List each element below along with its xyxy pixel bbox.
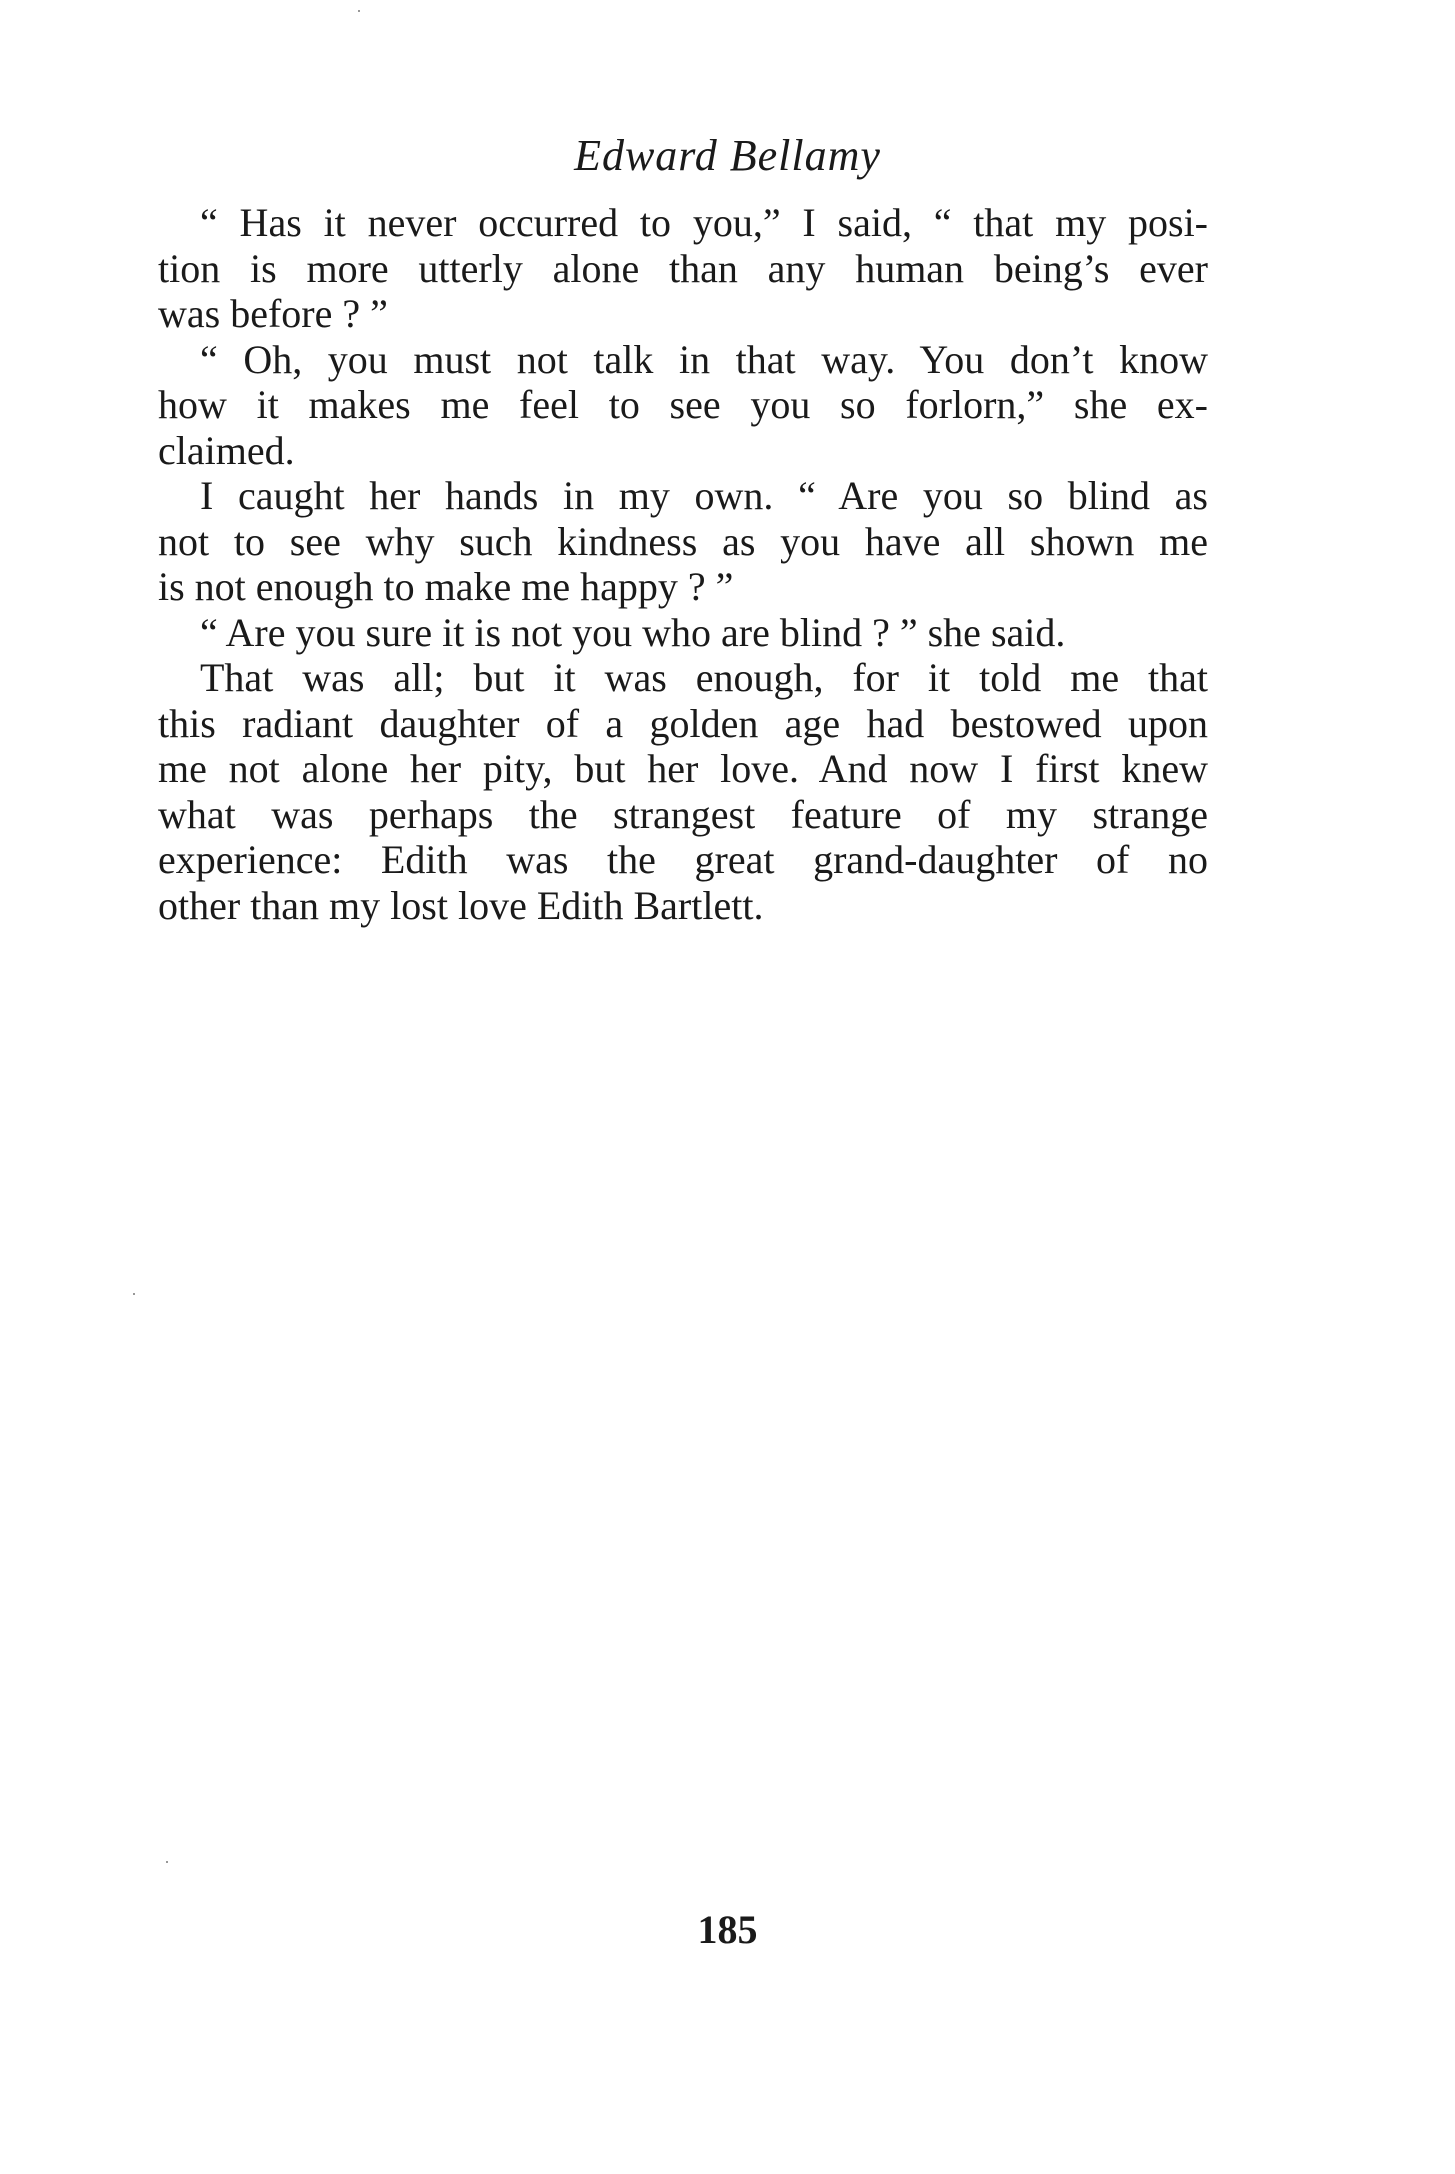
text-line: That was all; but it was enough, for it told me that (200, 655, 1208, 700)
scan-speck (133, 1293, 135, 1295)
text-line: “ Has it never occurred to you,” I said, “ that my posi- (200, 200, 1208, 245)
text-line: is not enough to make me happy ? ” (158, 564, 734, 609)
text-line: claimed. (158, 427, 295, 473)
scan-speck (358, 10, 360, 12)
paragraph (158, 655, 1208, 928)
text-line: was before ? ” (158, 291, 388, 336)
paragraph (158, 473, 1208, 610)
paragraph (158, 200, 1208, 337)
text-line: “ Oh, you must not talk in that way. You don’t know (200, 336, 1208, 382)
paragraph (158, 610, 1208, 656)
text-line: not to see why such kindness as you have all shown me (158, 518, 1208, 564)
text-line: I caught her hands in my own. “ Are you so blind as (200, 473, 1208, 518)
body-text (158, 200, 1208, 928)
page-number: 185 (697, 1907, 758, 1952)
scan-speck (166, 1861, 168, 1863)
text-line: “ Are you sure it is not you who are blind ? ” she said. (200, 609, 1066, 655)
text-line: this radiant daughter of a golden age had bestowed upon (158, 700, 1208, 746)
text-line: what was perhaps the strangest feature of my strange (158, 791, 1208, 837)
text-line: me not alone her pity, but her love. And now I first knew (158, 746, 1208, 791)
running-head: Edward Bellamy (574, 131, 881, 180)
text-line: tion is more utterly alone than any human being’s ever (158, 245, 1208, 291)
text-line: other than my lost love Edith Bartlett. (158, 882, 764, 928)
paragraph (158, 337, 1208, 474)
text-line: how it makes me feel to see you so forlorn,” she ex- (158, 382, 1208, 427)
text-line: experience: Edith was the great grand-daughter of no (158, 837, 1208, 882)
